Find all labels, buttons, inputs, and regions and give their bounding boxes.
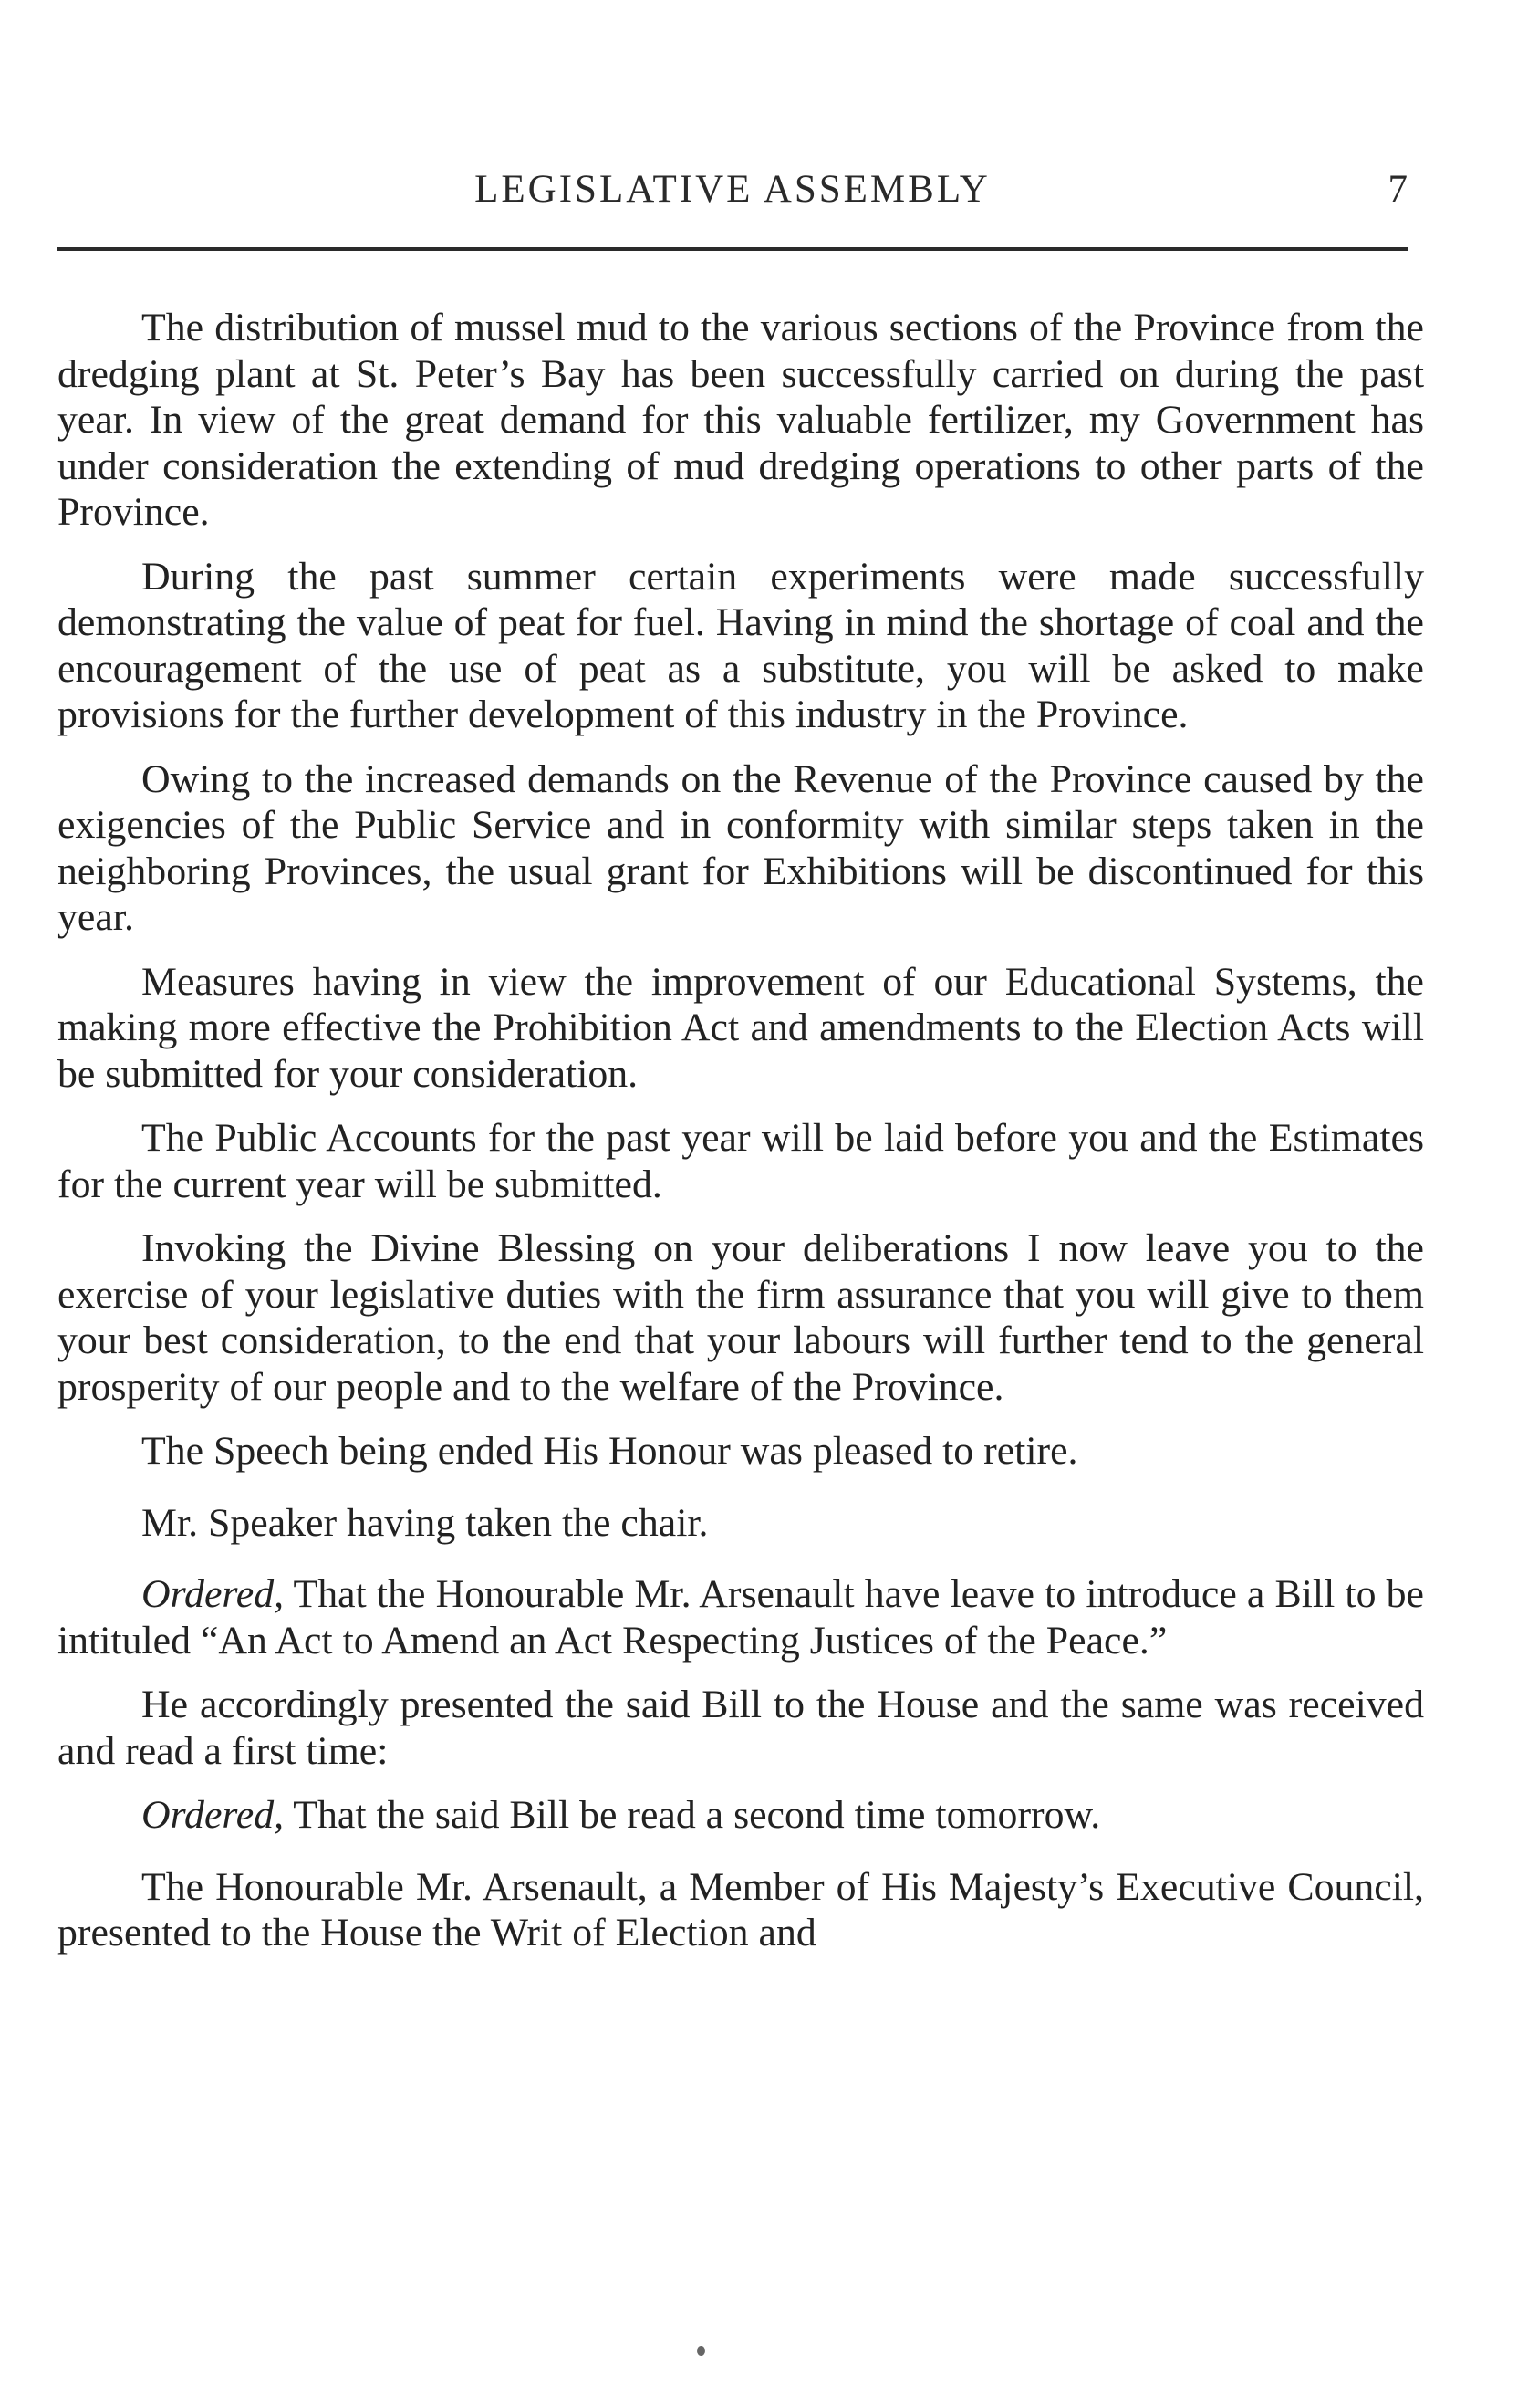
paragraph-text: Measures having in view the improvement of our Educational Systems, the making more effective the Prohibition Act and amendments to the Election Acts will be submitted for your consideration.	[57, 959, 1424, 1096]
paragraph-ordered-leave	[57, 1571, 1424, 1663]
paragraph-divine-blessing	[57, 1225, 1424, 1410]
header-title: LEGISLATIVE ASSEMBLY	[474, 168, 991, 211]
paragraph-text: During the past summer certain experiments were made successfully demonstrating the value of peat for fuel. Having in mind the shortage of coal and the encouragement of the use of peat as a substitute, you will be asked to make provisions for the further development of this industry in the Province.	[57, 554, 1424, 736]
header-rule	[57, 247, 1408, 251]
paragraph-text: The Public Accounts for the past year will be laid before you and the Estimates for the current year will be submitted.	[57, 1116, 1424, 1206]
paragraph-public-accounts	[57, 1115, 1424, 1207]
paragraph-text: The Speech being ended His Honour was pleased to retire.	[141, 1429, 1078, 1473]
running-header	[57, 162, 1408, 217]
paragraph-speaker-chair	[57, 1500, 1424, 1547]
paragraph-speech-ended	[57, 1428, 1424, 1475]
paragraph-exhibitions	[57, 756, 1424, 941]
paragraph-text: The distribution of mussel mud to the various sections of the Province from the dredging plant at St. Peter’s Bay has been successfully carried on during the past year. In view of the great demand for this valuable fertilizer, my Government has under consideration the extending of mud dredging operations to other parts of the Province.	[57, 306, 1424, 534]
paragraph-bill-presented	[57, 1682, 1424, 1774]
paragraph-text: He accordingly presented the said Bill to the House and the same was received and read a first time:	[57, 1683, 1424, 1773]
paragraph-mussel-mud	[57, 305, 1424, 536]
body-text	[57, 305, 1424, 1975]
ordered-lead: Ordered,	[141, 1572, 285, 1616]
paragraph-text: Invoking the Divine Blessing on your deliberations I now leave you to the exercise of your legislative duties with the firm assurance that you will give to them your best consideration, to the end that your labours will further tend to the general prosperity of our people and to the welfare of the Province.	[57, 1226, 1424, 1409]
paragraph-text: The Honourable Mr. Arsenault, a Member of His Majesty’s Executive Council, presented to the House the Writ of Election and	[57, 1864, 1424, 1955]
ordered-lead: Ordered,	[141, 1793, 285, 1837]
paragraph-peat-fuel	[57, 554, 1424, 738]
paragraph-text: That the said Bill be read a second time tomorrow.	[284, 1793, 1101, 1837]
page-number: 7	[1388, 168, 1408, 211]
footer-ink-dot	[697, 2346, 705, 2356]
paragraph-ordered-second-reading	[57, 1792, 1424, 1839]
paragraph-text: That the Honourable Mr. Arsenault have leave to introduce a Bill to be intituled “An Act to Amend an Act Respecting Justices of the Peace.”	[57, 1572, 1424, 1663]
paragraph-measures	[57, 959, 1424, 1098]
paragraph-text: Mr. Speaker having taken the chair.	[141, 1500, 709, 1545]
paragraph-text: Owing to the increased demands on the Revenue of the Province caused by the exigencies of the Public Service and in conformity with similar steps taken in the neighboring Provinces, the usual grant for Exhibitions will be discontinued for this year.	[57, 756, 1424, 939]
paragraph-writ-of-election	[57, 1864, 1424, 1956]
